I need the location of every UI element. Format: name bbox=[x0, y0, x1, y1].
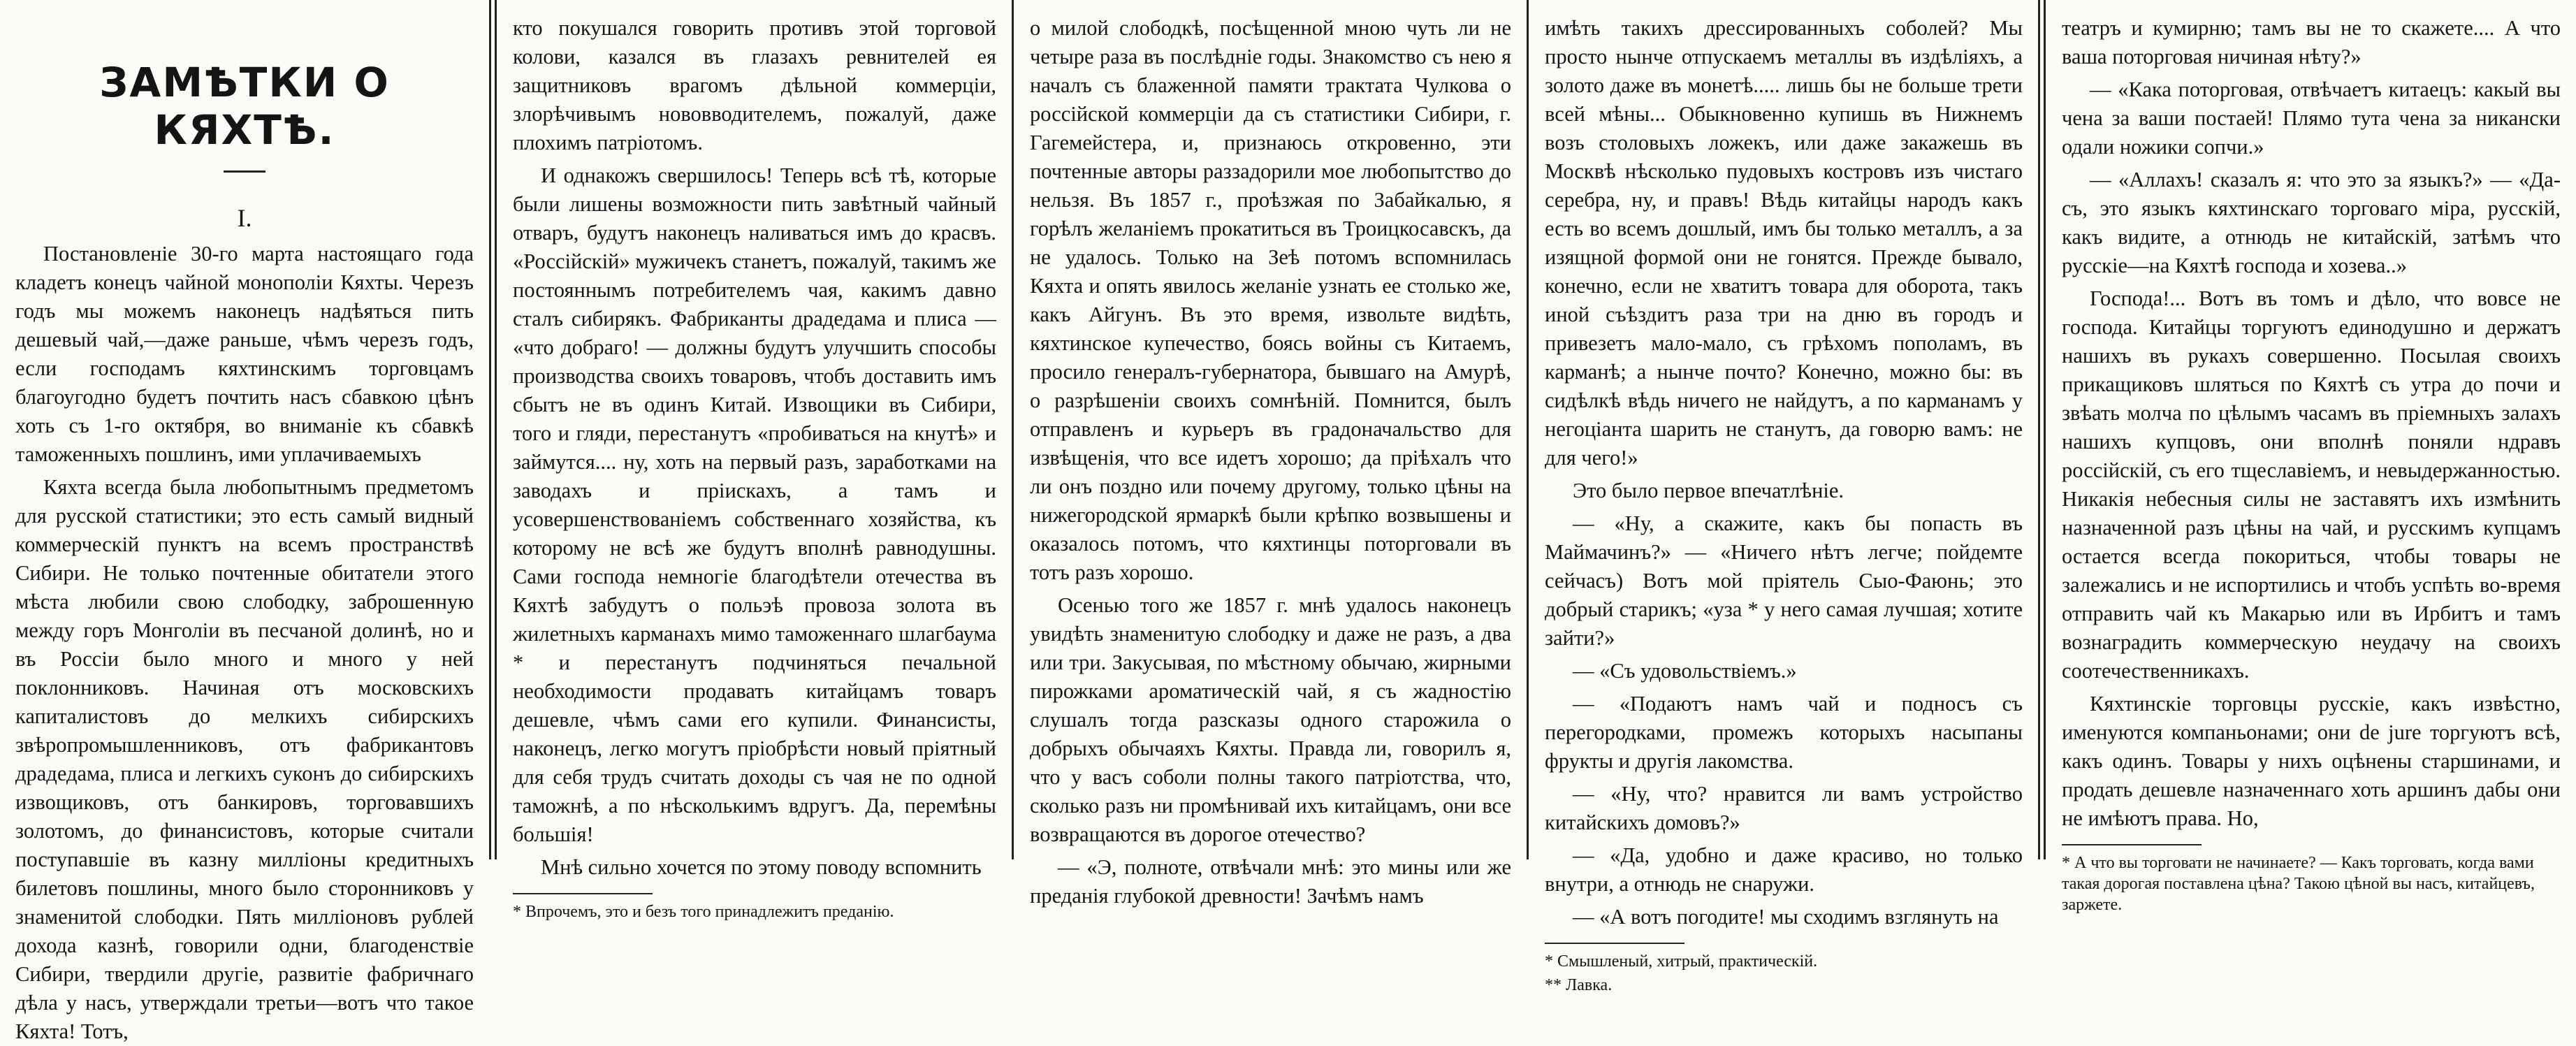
paragraph: имѣть такихъ дрессированныхъ соболей? Мы просто нынче отпускаемъ металлы въ издѣліяхъ, а золото даже въ монетѣ..... лишь бы не больше трети всей мѣны... Обыкновенно купишь въ Нижнемъ возъ столовыхъ ложекъ, или даже закажешь въ Москвѣ нѣсколько пудовыхъ костровъ изъ чистаго серебра, ну, и правъ! Вѣдь китайцы народъ какъ есть во всемъ дошлый, имъ бы только металлъ, а за изящной формой они не гонятся. Прежде бывало, конечно, если не хватитъ товара для оборота, такъ иной съѣздитъ раза три на дню въ городъ и привезетъ мало-мало, съ грѣхомъ пополамъ, въ карманѣ; а нынче почто? Конечно, можно бы: въ сидѣлкѣ вѣдь ничего не найдутъ, а по карманамъ у негоціанта шарить не станутъ, да говорю вамъ: не для чего!» bbox=[1545, 16, 2023, 470]
paragraph: Постановленіе 30-го марта настоящаго года кладетъ конецъ чайной монополіи Кяхты. Черезъ годъ мы можемъ наконецъ надѣяться пить дешевый чай,—даже раньше, чѣмъ черезъ годъ, если господамъ кяхтинскимъ торговцамъ благоугодно будетъ почтить насъ сбавкою цѣнъ хоть съ 1-го октября, во вниманіе къ сбавкѣ таможенныхъ пошлинъ, ими уплачиваемыхъ bbox=[15, 242, 474, 466]
footnote: * Смышленый, хитрый, практическій. bbox=[1545, 952, 1818, 971]
section-number: I. bbox=[237, 204, 252, 232]
footnote: * А что вы торговати не начинаете? — Какъ торговать, когда вами такая дорогая поставлена цѣна? Такою цѣной вы насъ, китайцевъ, заржете. bbox=[2062, 854, 2535, 914]
paragraph: Это было первое впечатлѣніе. bbox=[1573, 479, 1844, 502]
paragraph: — «Ну, а скажите, какъ бы попасть въ Маймачинъ?» — «Ничего нѣтъ легче; пойдемте сейчасъ) Вотъ мой пріятель Сыо-Фаюнь; это добрый старикъ; «уза * у него самая лучшая; хотите зайти?» bbox=[1545, 511, 2023, 650]
footnote: * Впрочемъ, это и безъ того принадлежитъ преданію. bbox=[513, 903, 894, 921]
footnote-rule bbox=[2062, 844, 2202, 845]
column-1 bbox=[0, 0, 489, 1043]
column-5 bbox=[2046, 0, 2576, 914]
paragraph: Осенью того же 1857 г. мнѣ удалось наконецъ увидѣть знаменитую слободку и даже не разъ, а два или три. Закусывая, по мѣстному обычаю, жирными пирожками ароматическій чай, я съ жадностію слушалъ тогда разсказы одного старожила о добрыхъ обычаяхъ Кяхты. Правда ли, говорилъ я, что у васъ соболи полны такого патріотства, что, сколько разъ ни промѣнивай ихъ китайцамъ, они все возвращаются въ дорогое отечество? bbox=[1030, 593, 1511, 846]
paragraph: — «Подаютъ намъ чай и подносъ съ перегородками, промежъ которыхъ насыпаны фрукты и другія лакомства. bbox=[1545, 692, 2023, 773]
column-divider bbox=[2038, 0, 2040, 859]
paragraph: И однакожъ свершилось! Теперь всѣ тѣ, которые были лишены возможности пить завѣтный чайный отваръ, будутъ наконецъ наливаться имъ до красвъ. «Россійскій» мужичекъ станетъ, пожалуй, такимъ же постояннымъ потребителемъ чая, какимъ давно сталъ сибирякъ. Фабриканты драдедама и плиса — «что добраго! — должны будутъ улучшить способы производства своихъ товаровъ, чтобъ доставить имъ сбытъ не въ одинъ Китай. Извощики въ Сибири, того и гляди, перестанутъ «пробиваться на кнутѣ» и займутся.... ну, хоть на первый разъ, заработками на заводахъ и пріискахъ, а тамъ и усовершенствованіемъ собственнаго хозяйства, къ которому не всѣ же будутъ вполнѣ равнодушны. Сами господа немногіе благодѣтели отечества въ Кяхтѣ забудутъ о польэѣ провоза золота въ жилетныхъ карманахъ мимо таможеннаго шлагбаума * и перестанутъ подчиняться печальной необходимости продавать китайцамъ товаръ дешевле, чѣмъ сами его купили. Финансисты, наконецъ, легко могутъ пріобрѣсти новый пріятный для себя трудъ считать доходы съ чая не по одной таможнѣ, а по нѣсколькимъ вдругъ. Да, перемѣны большія! bbox=[513, 164, 996, 846]
footnote-rule bbox=[1545, 943, 1684, 944]
paragraph: — «А вотъ погодите! мы сходимъ взглянуть на bbox=[1573, 905, 1999, 929]
paragraph: о милой слободкѣ, посѣщенной мною чуть ли не четыре раза въ послѣдніе годы. Знакомство съ нею я началъ съ блаженной памяти трактата Чулкова о россійской коммерціи да съ статистики Сибири, г. Гагемейстера, и, признаюсь откровенно, эти почтенные авторы раззадорили мое любопытство до нельзя. Въ 1857 г., проѣзжая по Забайкалью, я горѣлъ желаніемъ прокатиться въ Троицкосавскъ, да не удалось. Только на Зеѣ потомъ вспомнилась Кяхта и опять явилось желаніе узнать ее столько же, какъ Айгунъ. Въ это время, извольте видѣть, кяхтинское купечество, боясь войны съ Китаемъ, просило генералъ-губернатора, бывшаго на Амурѣ, о разрѣшеніи своихъ сомнѣній. Помнится, былъ отправленъ и курьеръ въ градоначальство для извѣщенія, что все идетъ хорошо; да пріѣхалъ что ли онъ поздно или почему другому, только цѣны на нижегородской ярмаркѣ были крѣпко возвышены и оказалось потомъ, что кяхтинцы поторговали въ тотъ разъ хорошо. bbox=[1030, 16, 1511, 584]
paragraph: Кяхтинскіе торговцы русскіе, какъ извѣстно, именуются компаньонами; они de jure торгуютъ всѣ, какъ одинъ. Товары у нихъ оцѣнены старшинами, и продать дешевле назначеннаго хоть аршинъ дабы они не имѣютъ права. Но, bbox=[2062, 692, 2561, 830]
footnote-rule bbox=[513, 893, 653, 894]
title-rule bbox=[224, 170, 265, 173]
column-3 bbox=[1014, 0, 1527, 908]
column-4 bbox=[1529, 0, 2038, 994]
footnote: ** Лавка. bbox=[1545, 976, 1613, 994]
column-divider bbox=[1012, 0, 1014, 859]
paragraph: — «Аллахъ! сказалъ я: что это за языкъ?» — «Да-съ, это языкъ кяхтинскаго торговаго міра, русскій, какъ видите, а отнюдь не китайскій, затѣмъ что русскіе—на Кяхтѣ господа и хозева..» bbox=[2062, 168, 2561, 277]
paragraph: театръ и кумирню; тамъ вы не то скажете.... А что ваша поторговая ничиная нѣту?» bbox=[2062, 16, 2561, 68]
paragraph: — «Кака поторговая, отвѣчаетъ китаецъ: какый вы чена за ваши постаей! Плямо тута чена за никански одали ножики сопчи.» bbox=[2062, 78, 2561, 159]
paragraph: — «Да, удобно и даже красиво, но только внутри, а отнюдь не снаружи. bbox=[1545, 843, 2023, 896]
paragraph: — «Э, полноте, отвѣчали мнѣ: это мины или же преданія глубокой древности! Зачѣмъ намъ bbox=[1030, 855, 1511, 908]
column-2 bbox=[497, 0, 1012, 921]
paragraph: Мнѣ сильно хочется по этому поводу вспомнить bbox=[541, 855, 982, 879]
paragraph: Господа!... Вотъ въ томъ и дѣло, что вовсе не господа. Китайцы торгуютъ единодушно и держатъ нашихъ въ рукахъ совершенно. Посылая своихъ прикащиковъ шляться по Кяхтѣ съ утра до почи и звѣать молча по цѣлымъ часамъ въ пріемныхъ залахъ нашихъ купцовъ, они вполнѣ поняли ндравъ россійскій, съ его тщеславіемъ, и невыдержанностью. Никакія небесныя силы не заставятъ ихъ измѣнить назначенной разъ цѣны на чай, и русскимъ купцамъ остается всегда покориться, чтобы товары не залежались и не испортились и чтобъ успѣть во-время отправить чай къ Макарью или въ Ирбитъ и тамъ вознаградить коммерческую неудачу на своихъ соотечественникахъ. bbox=[2062, 286, 2561, 683]
paragraph: кто покушался говорить противъ этой торговой колови, казался въ глазахъ ревнителей ея защитниковъ врагомъ дѣльной коммерціи, злорѣчивымъ нововводителемъ, пожалуй, даже плохимъ патріотомъ. bbox=[513, 16, 996, 154]
paragraph: Кяхта всегда была любопытнымъ предметомъ для русской статистики; это есть самый видный коммерческій пунктъ на всемъ пространствѣ Сибири. Не только почтенные обитатели этого мѣста любили свою слободку, заброшенную между горъ Монголіи въ песчаной долинѣ, но и въ Россіи было много и много у ней поклонниковъ. Начиная отъ московскихъ капиталистовъ до мелкихъ сибирскихъ звѣропромышленниковъ, отъ фабрикантовъ драдедама, плиса и легкихъ суконъ до сибирскихъ извощиковъ, отъ банкировъ, торговавшихъ золотомъ, до финансистовъ, которые считали поступавшіе въ казну милліоны кредитныхъ билетовъ пошлины, много было сторонниковъ у знаменитой слободки. Пять милліоновъ рублей дохода казнѣ, говорили одни, благоденствіе Сибири, твердили другіе, развитіе фабричнаго дѣла у насъ, утверждали третьи—вотъ что такое Кяхта! Тотъ, bbox=[15, 475, 474, 1043]
column-divider bbox=[489, 0, 491, 859]
paragraph: — «Съ удовольствіемъ.» bbox=[1573, 659, 1797, 683]
article-title: ЗАМѢТКИ О КЯХТѢ. bbox=[99, 59, 390, 154]
paragraph: — «Ну, что? нравится ли вамъ устройство китайскихъ домовъ?» bbox=[1545, 782, 2023, 834]
column-divider bbox=[1527, 0, 1529, 859]
